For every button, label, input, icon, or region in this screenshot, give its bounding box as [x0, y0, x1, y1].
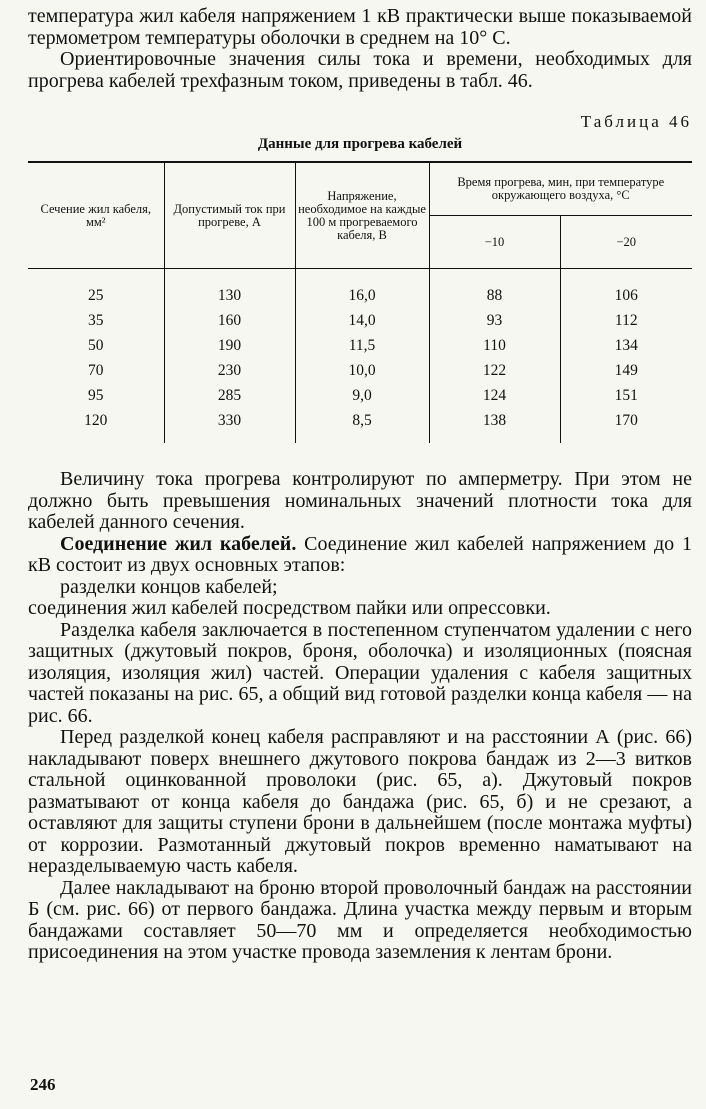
cell-time-10: 124 [429, 383, 560, 408]
page-number: 246 [30, 1075, 56, 1094]
cell-current: 190 [164, 333, 295, 358]
cell-time-20: 112 [560, 308, 692, 333]
cell-voltage: 9,0 [295, 383, 429, 408]
page-content [28, 6, 692, 964]
cell-voltage: 11,5 [295, 333, 429, 358]
table-row [28, 383, 692, 408]
cell-time-10: 122 [429, 358, 560, 383]
cell-current: 130 [164, 269, 295, 309]
paragraph-5: Разделка кабеля заключается в постепенном ступенчатом удалении с него защитных (джутовый покров, броня, оболочка) и изоляционных (поясная изоляция, изоляция жил) частей. Операции удаления с кабеля защитных частей показаны на рис. 65, а общий вид готовой разделки конца кабеля — на рис. 66. [28, 618, 692, 727]
cell-current: 160 [164, 308, 295, 333]
paragraph-4 [28, 534, 692, 577]
paragraph-7: Далее накладывают на броню второй проволочный бандаж на расстоянии Б (см. рис. 66) от первого бандажа. Длина участка между первым и вторым бандажами составляет 50—70 мм и определяется необходимостью присоединения на этом участке провода заземления к лентам брони. [28, 876, 692, 963]
cell-section: 95 [88, 386, 104, 404]
paragraph-2: Ориентировочные значения силы тока и времени, необходимых для прогрева кабелей трехфазным током, приведены в табл. 46. [28, 48, 692, 92]
cell-section: 120 [84, 411, 108, 429]
cell-time-10: 93 [429, 308, 560, 333]
list-item: разделки концов кабелей; [60, 575, 278, 598]
header-voltage: Напряжение, необходимое на каждые 100 м прогреваемого кабеля, В [295, 162, 429, 269]
paragraph-1: температура жил кабеля напряжением 1 кВ практически выше показываемой термометром температуры оболочки в среднем на 10° С. [28, 5, 692, 49]
cell-voltage: 8,5 [295, 408, 429, 443]
header-current: Допустимый ток при прогреве, А [164, 162, 295, 269]
paragraph-6: Перед разделкой конец кабеля расправляют и на расстоянии А (рис. 66) накладывают поверх внешнего джутового покрова бандаж из 2—3 витков стальной оцинкованной проволоки (рис. 65, а). Джутовый покров разматывают от конца кабеля до бандажа (рис. 65, б) и не срезают, а оставляют для защиты ступени брони в дальнейшем (после монтажа муфты) от коррозии. Размотанный джутовый покров временно наматывают на неразделываемую часть кабеля. [28, 726, 692, 877]
cell-time-10: 110 [429, 333, 560, 358]
table-row [28, 358, 692, 383]
cell-section: 25 [88, 286, 104, 304]
cell-voltage: 10,0 [295, 358, 429, 383]
cell-section: 50 [88, 336, 104, 354]
table-row [28, 408, 692, 443]
cell-time-20: 151 [560, 383, 692, 408]
cell-time-20: 170 [560, 408, 692, 443]
cell-voltage: 16,0 [295, 269, 429, 309]
cell-time-10: 138 [429, 408, 560, 443]
paragraph-4-text: Соединение жил кабелей напряжением до 1 кВ состоит из двух основных этапов: [28, 532, 692, 576]
paragraph-3: Величину тока прогрева контролируют по амперметру. При этом не должно быть превышения номинальных значений плотности тока для кабелей данного сечения. [28, 468, 692, 533]
table-row [28, 333, 692, 358]
cell-current: 230 [164, 358, 295, 383]
table-row [28, 308, 692, 333]
cell-current: 330 [164, 408, 295, 443]
list-item: соединения жил кабелей посредством пайки или опрессовки. [28, 597, 551, 619]
header-temp-10: −10 [429, 216, 560, 269]
cell-time-20: 134 [560, 333, 692, 358]
heating-table [28, 161, 692, 443]
cell-section: 70 [88, 361, 104, 379]
header-time: Время прогрева, мин, при температуре окружающего воздуха, °С [429, 162, 692, 216]
table-title: Данные для прогрева кабелей [257, 136, 463, 152]
cell-time-20: 149 [560, 358, 692, 383]
table-row [28, 269, 692, 309]
header-section: Сечение жил кабеля, мм² [28, 162, 164, 269]
header-temp-20: −20 [560, 216, 692, 269]
section-heading: Соединение жил кабелей. [60, 532, 297, 555]
cell-section: 35 [88, 311, 104, 329]
table-label: Таблица 46 [580, 112, 692, 131]
cell-time-10: 88 [429, 269, 560, 309]
cell-time-20: 106 [560, 269, 692, 309]
cell-voltage: 14,0 [295, 308, 429, 333]
cell-current: 285 [164, 383, 295, 408]
